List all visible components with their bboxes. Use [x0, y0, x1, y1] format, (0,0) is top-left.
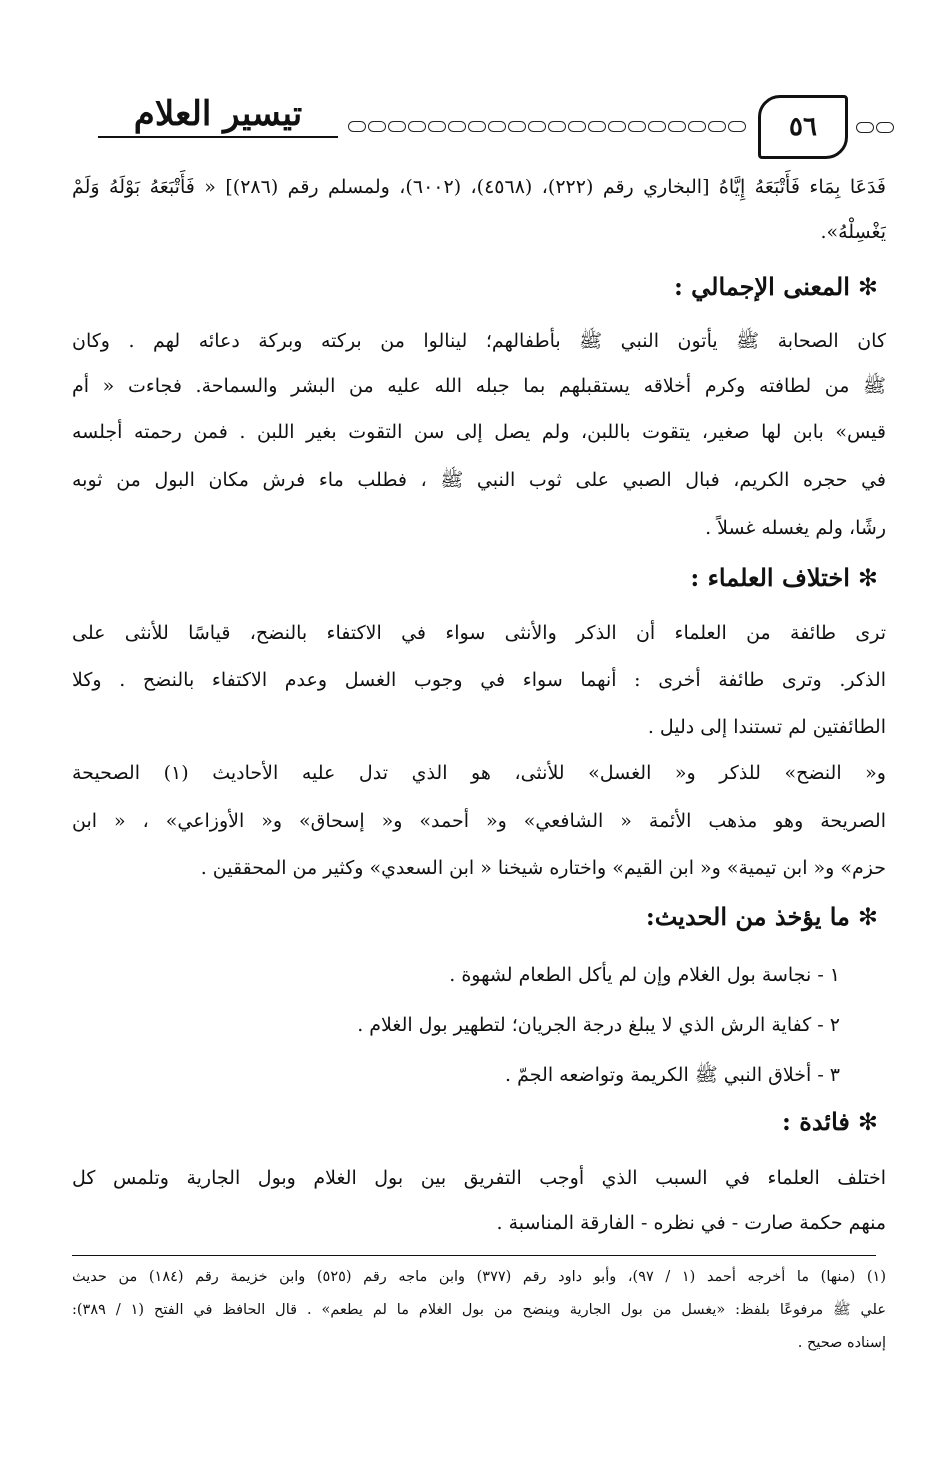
footnote-line: علي ﷺ مرفوعًا بلفظ: «يغسل من بول الجارية وينضح من بول الغلام ما لم يطعم» . قال الحافظ في الفتح (١ / ٣٨٩):: [72, 1302, 886, 1318]
footnote-divider: [72, 1255, 876, 1256]
list-item: ١ - نجاسة بول الغلام وإن لم يأكل الطعام لشهوة .: [449, 964, 840, 986]
footnote-line: (١) (منها) ما أخرجه أحمد (١ / ٩٧)، وأبو داود رقم (٣٧٧) وابن ماجه رقم (٥٢٥) وابن خزيمة رقم (١٨٤) من حديث: [72, 1269, 886, 1285]
paragraph-line: حزم» و« ابن تيمية» و« ابن القيم» واختاره شيخنا « ابن السعدي» وكثير من المحققين .: [200, 857, 886, 879]
list-item: ٣ - أخلاق النبي ﷺ الكريمة وتواضعه الجمّ .: [505, 1064, 840, 1086]
section-heading-scholars-disagreement: ✻اختلاف العلماء :: [690, 563, 878, 592]
hadith-line-2: يَغْسِلْهُ».: [820, 221, 886, 243]
paragraph-line: كان الصحابة ﷺ يأتون النبي ﷺ بأطفالهم؛ لينالوا من بركته وبركة دعائه لهم . وكان: [72, 330, 886, 352]
paragraph-line: منهم حكمة صارت - في نظره - الفارقة المناسبة .: [496, 1212, 886, 1234]
section-heading-lessons: ✻ما يؤخذ من الحديث:: [645, 902, 878, 931]
star-icon: ✻: [857, 1108, 878, 1136]
section-heading-general-meaning: ✻المعنى الإجمالي :: [673, 272, 878, 301]
section-heading-benefit: ✻فائدة :: [782, 1107, 878, 1136]
paragraph-line: ﷺ من لطافته وكرم أخلاقه يستقبلهم بما جبله الله عليه من البشر والسماحة. فجاءت « أم: [72, 375, 886, 397]
star-icon: ✻: [857, 564, 878, 592]
paragraph-line: الذكر. وترى طائفة أخرى : أنهما سواء في وجوب الغسل وعدم الاكتفاء بالنضح . وكلا: [72, 669, 886, 691]
paragraph-line: الصريحة وهو مذهب الأئمة « الشافعي» و« أحمد» و« إسحاق» و« الأوزاعي» ، « ابن: [72, 810, 886, 832]
page-number-box: [758, 95, 848, 159]
paragraph-line: رشًا، ولم يغسله غسلاً .: [705, 517, 886, 539]
star-icon: ✻: [857, 903, 878, 931]
paragraph-line: و« النضح» للذكر و« الغسل» للأنثى، هو الذي تدل عليه الأحاديث (١) الصحيحة: [72, 762, 886, 784]
book-title: تيسير العلام: [98, 94, 338, 138]
header-ornament-chain: [348, 121, 746, 132]
list-item: ٢ - كفاية الرش الذي لا يبلغ درجة الجريان؛ لتطهير بول الغلام .: [357, 1014, 840, 1036]
paragraph-line: في حجره الكريم، فبال الصبي على ثوب النبي ﷺ ، فطلب ماء فرش مكان البول من ثوبه: [72, 469, 886, 491]
paragraph-line: الطائفتين لم تستندا إلى دليل .: [647, 716, 886, 738]
paragraph-line: قيس» بابن لها صغير، يتقوت باللبن، ولم يصل إلى سن التقوت بغير اللبن . فمن رحمته أجلسه: [72, 421, 886, 443]
header-ornament-small: [856, 122, 894, 133]
star-icon: ✻: [857, 273, 878, 301]
footnote-line: إسناده صحيح .: [797, 1335, 886, 1351]
page-number: ٥٦: [789, 112, 817, 142]
paragraph-line: اختلف العلماء في السبب الذي أوجب التفريق بين بول الغلام وبول الجارية وتلمس كل: [72, 1167, 886, 1189]
hadith-line-1: فَدَعَا بِمَاء فَأَتْبَعَهُ إِيَّاهُ [البخاري رقم (٢٢٢)، (٤٥٦٨)، (٦٠٠٢)، ولمسلم رقم (٢٨٦)] « فَأَتْبَعَهُ بَوْلَهُ وَلَمْ: [72, 176, 886, 198]
paragraph-line: ترى طائفة من العلماء أن الذكر والأنثى سواء في الاكتفاء بالنضح، قياسًا للأنثى على: [72, 622, 886, 644]
